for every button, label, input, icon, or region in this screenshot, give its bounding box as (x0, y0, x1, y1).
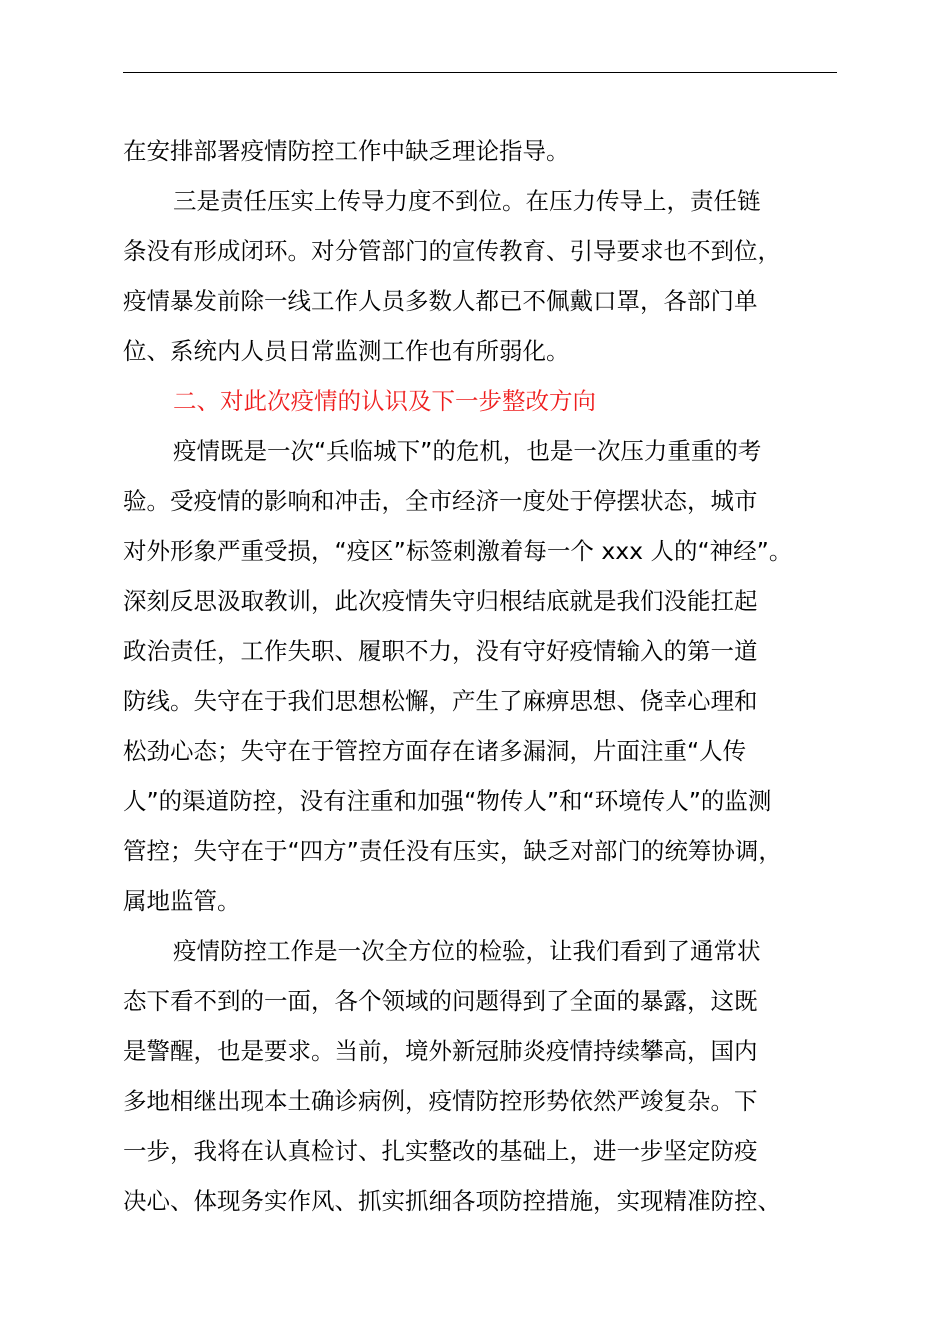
text-line: 疫情防控工作是一次全方位的检验，让我们看到了通常状 (173, 937, 761, 965)
text-line: 条没有形成闭环。对分管部门的宣传教育、引导要求也不到位， (123, 237, 781, 265)
text-line: 人”的渠道防控，没有注重和加强“物传人”和“环境传人”的监测 (123, 787, 772, 815)
text-line: 疫情既是一次“兵临城下”的危机，也是一次压力重重的考 (173, 437, 762, 465)
text-line: 属地监管。 (123, 887, 241, 915)
text-line: 政治责任，工作失职、履职不力，没有守好疫情输入的第一道 (123, 637, 758, 665)
text-line: 三是责任压实上传导力度不到位。在压力传导上，责任链 (173, 187, 761, 215)
text-line: 管控；失守在于“四方”责任没有压实，缺乏对部门的统筹协调， (123, 837, 782, 865)
text-line: 态下看不到的一面，各个领域的问题得到了全面的暴露，这既 (123, 987, 758, 1015)
text-line: 对外形象严重受损，“疫区”标签刺激着每一个 xxx 人的“神经”。 (123, 537, 793, 565)
text-line: 在安排部署疫情防控工作中缺乏理论指导。 (123, 137, 570, 165)
header-rule (123, 72, 837, 73)
text-line: 验。受疫情的影响和冲击，全市经济一度处于停摆状态，城市 (123, 487, 758, 515)
text-line: 一步，我将在认真检讨、扎实整改的基础上，进一步坚定防疫 (123, 1137, 758, 1165)
section-heading: 二、对此次疫情的认识及下一步整改方向 (173, 387, 596, 415)
text-line: 是警醒，也是要求。当前，境外新冠肺炎疫情持续攀高，国内 (123, 1037, 758, 1065)
document-body (123, 126, 863, 1226)
text-line: 深刻反思汲取教训，此次疫情失守归根结底就是我们没能扛起 (123, 587, 758, 615)
text-line: 决心、体现务实作风、抓实抓细各项防控措施，实现精准防控、 (123, 1187, 781, 1215)
text-line: 疫情暴发前除一线工作人员多数人都已不佩戴口罩，各部门单 (123, 287, 758, 315)
text-line: 位、系统内人员日常监测工作也有所弱化。 (123, 337, 570, 365)
text-line: 多地相继出现本土确诊病例，疫情防控形势依然严竣复杂。下 (123, 1087, 758, 1115)
text-line: 防线。失守在于我们思想松懈，产生了麻痹思想、侥幸心理和 (123, 687, 758, 715)
text-line: 松劲心态；失守在于管控方面存在诸多漏洞，片面注重“人传 (123, 737, 747, 765)
